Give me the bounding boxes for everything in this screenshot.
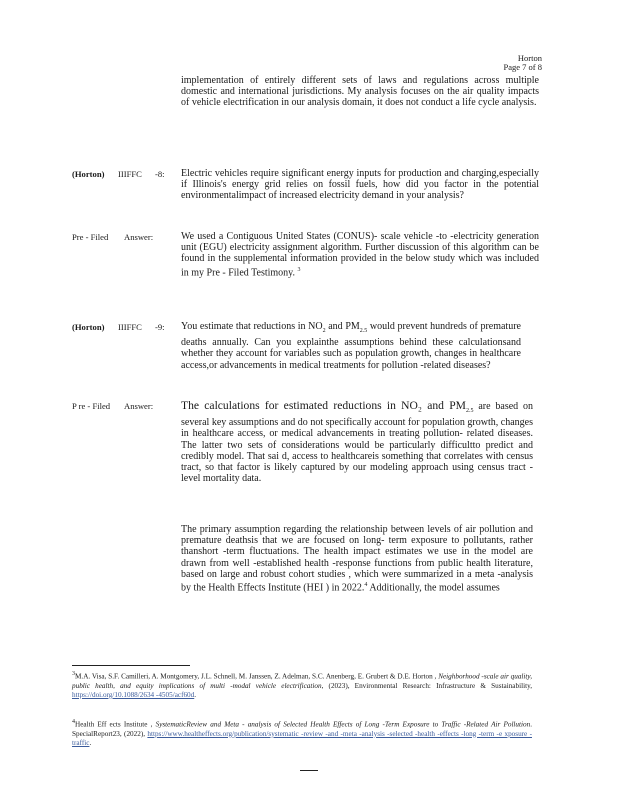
q9-set-label: IIIFFC bbox=[118, 322, 142, 332]
footnote-4-author: Health Eff ects Institute , bbox=[75, 720, 153, 729]
q9-text-part-a: You estimate that reductions in NO bbox=[181, 321, 323, 332]
q9-subscript-b: 2.5 bbox=[359, 328, 368, 334]
footnote-4-link[interactable]: https://www.healtheffects.org/publication/systematic -review -and -meta -analysis -selected -health -effects -long -term -e xposure -traffic bbox=[72, 729, 532, 747]
q8-set-label: IIIFFC bbox=[118, 169, 142, 179]
a9-answer-paragraph-2 bbox=[181, 524, 533, 594]
q9-text-part-b: and PM bbox=[325, 321, 360, 332]
footnote-4-source: . SpecialReport23, (2022), bbox=[72, 720, 533, 738]
a9-prefiled-label: P re - Filed bbox=[72, 401, 111, 411]
a8-answer-label: Answer: bbox=[124, 232, 154, 242]
footnote-4-title: SystematicReview and Meta - analysis of Selected Health Effects of Long -Term Exposure to Traffic -Related Air Pollution bbox=[155, 720, 531, 729]
a9-paragraph-2-tail: Additionally, the model assumes bbox=[367, 582, 500, 594]
footnote-3-end: . bbox=[194, 690, 197, 699]
a8-footnote-ref: 3 bbox=[297, 266, 301, 273]
bottom-center-mark bbox=[300, 770, 318, 771]
a9-paragraph-1-body: are based on several key assumptions and do not specifically account for population growth, changes in healthcare access, or medical advancements in treating pollution- related diseases. The latter two sets of considerations would be particularly difficultto predict and credibly model. That sai d, access to healthcareis something that correlates with census tract, so that factor is likely captured by our modeling approach using census tract -level mortality data. bbox=[181, 401, 534, 485]
header-page-number: Page 7 of 8 bbox=[503, 62, 542, 72]
footnote-3-number: 3 bbox=[72, 671, 75, 677]
a8-prefiled-label: Pre - Filed bbox=[72, 232, 109, 242]
a9-lead-subscript: 2.5 bbox=[465, 408, 474, 414]
footnote-3-title: Neighborhood -scale air quality, public health, and equity implications of multi -modal vehicle electrification bbox=[72, 672, 533, 690]
a9-answer-paragraph-1 bbox=[181, 400, 533, 484]
a9-footnote-ref: 4 bbox=[364, 582, 368, 589]
footnote-4-end: . bbox=[89, 738, 92, 747]
a9-answer-label: Answer: bbox=[124, 401, 154, 411]
q9-question-text bbox=[181, 321, 521, 371]
q8-question-text: Electric vehicles require significant energy inputs for production and charging,especially if Illinois's energy grid relies on fossil fuels, how did you factor in the potential environmentalimpact of increased electricity demand in your analysis? bbox=[181, 168, 539, 202]
footnote-3 bbox=[72, 670, 532, 700]
q8-party-label: (Horton) bbox=[72, 169, 105, 179]
a9-lead-text: The calculations for estimated reductions in NO₂ and PM bbox=[181, 399, 466, 412]
footnote-4-number: 4 bbox=[72, 719, 75, 725]
q9-number-label: -9: bbox=[155, 322, 165, 332]
footnote-4 bbox=[72, 718, 532, 748]
q9-party-label: (Horton) bbox=[72, 322, 105, 332]
footnote-3-source: , (2023), Environmental Research: Infrastructure & Sustainability, bbox=[321, 681, 532, 690]
a8-answer-body: We used a Contiguous United States (CONUS)- scale vehicle -to -electricity generation unit (EGU) electricity assignment algorithm. Further discussion of this algorithm can be found in the supplemental information provided in the below study which was included in my Pre - Filed Testimony. bbox=[181, 231, 539, 278]
a8-answer-text bbox=[181, 231, 539, 278]
footnote-3-authors: M.A. Visa, S.F. Camilleri, A. Montgomery, J.L. Schnell, M. Janssen, Z. Adelman, S.C. Anenberg, E. Grubert & D.E. Horton , bbox=[75, 672, 437, 681]
header-author: Horton bbox=[517, 53, 542, 63]
footnote-divider bbox=[72, 665, 190, 666]
continuation-paragraph: implementation of entirely different sets of laws and regulations across multiple domestic and international jurisdictions. My analysis focuses on the air quality impacts of vehicle electrification in our analysis domain, it does not conduct a life cycle analysis. bbox=[181, 75, 539, 109]
footnote-3-link[interactable]: https://doi.org/10.1088/2634 -4505/acf60d bbox=[72, 690, 195, 699]
page-header bbox=[504, 54, 542, 72]
a9-paragraph-2-body: The primary assumption regarding the relationship between levels of air pollution and premature deathsis that we are focused on long- term exposure to pollutants, rather thanshort -term fluctuations. The health impact estimates we use in the model are drawn from well -established health -response functions from public health literature, based on large and robust cohort studies , which were summarized in a meta -analysis by the Health Effects Institute (HEI ) in 2022. bbox=[181, 524, 533, 594]
q9-subscript-a: 2 bbox=[322, 328, 326, 334]
q8-number-label: -8: bbox=[155, 169, 165, 179]
q9-text-part-c: would prevent hundreds of premature deaths annually. Can you explainthe assumptions behind these calculationsand whether they account for variables such as population growth, changes in healthcare access,or advancements in medical treatments for pollution -related diseases? bbox=[181, 321, 521, 371]
